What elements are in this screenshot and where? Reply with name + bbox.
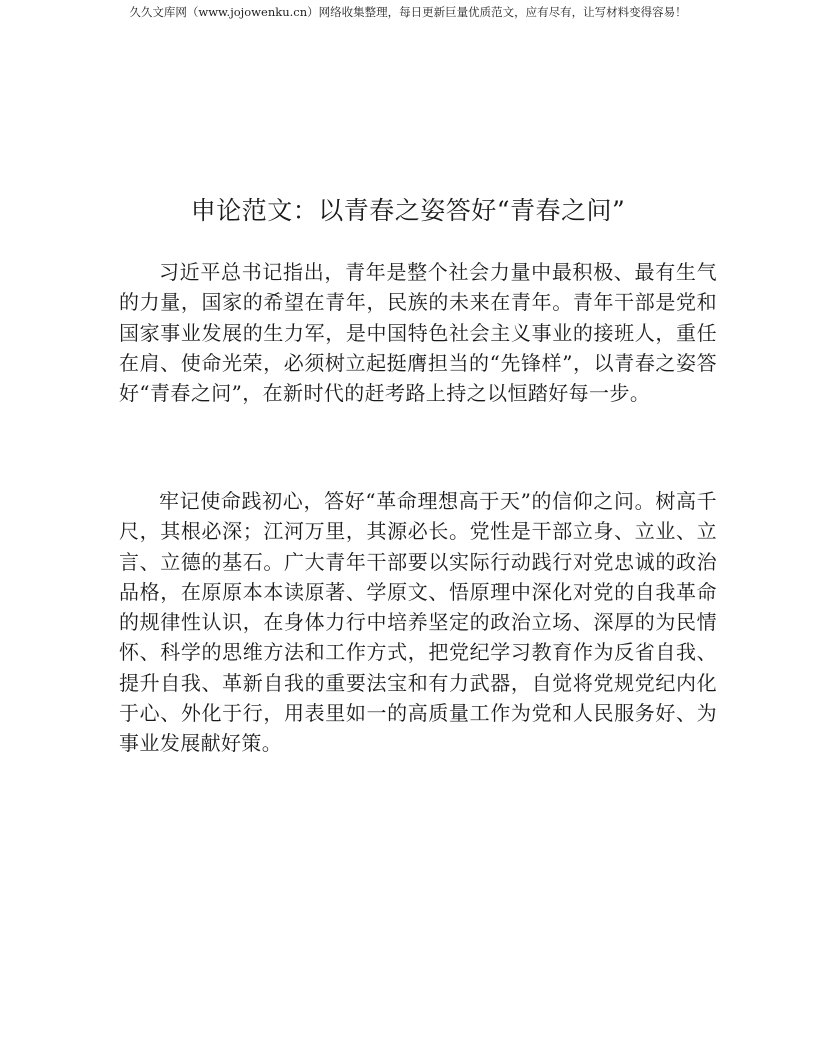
paragraph-1: 习近平总书记指出，青年是整个社会力量中最积极、最有生气的力量，国家的希望在青年，民族的未来在青年。青年干部是党和国家事业发展的生力军，是中国特色社会主义事业的接班人，重任在肩、使命光荣，必须树立起挺膺担当的“先锋样”，以青春之姿答好“青春之问”，在新时代的赶考路上持之以恒踏好每一步。 <box>119 260 717 406</box>
document-title: 申论范文：以青春之姿答好“青春之问” <box>190 196 626 225</box>
paragraph-2: 牢记使命践初心，答好“革命理想高于天”的信仰之问。树高千尺，其根必深；江河万里，其源必长。党性是干部立身、立业、立言、立德的基石。广大青年干部要以实际行动践行对党忠诚的政治品格，在原原本本读原著、学原文、悟原理中深化对党的自我革命的规律性认识，在身体力行中培养坚定的政治立场、深厚的为民情怀、科学的思维方法和工作方式，把党纪学习教育作为反省自我、提升自我、革新自我的重要法宝和有力武器，自觉将党规党纪内化于心、外化于行，用表里如一的高质量工作为党和人民服务好、为事业发展献好策。 <box>119 489 717 756</box>
site-header-note: 久久文库网（www.jojowenku.cn）网络收集整理，每日更新巨量优质范文，应有尽有，让写材料变得容易！ <box>129 5 687 19</box>
